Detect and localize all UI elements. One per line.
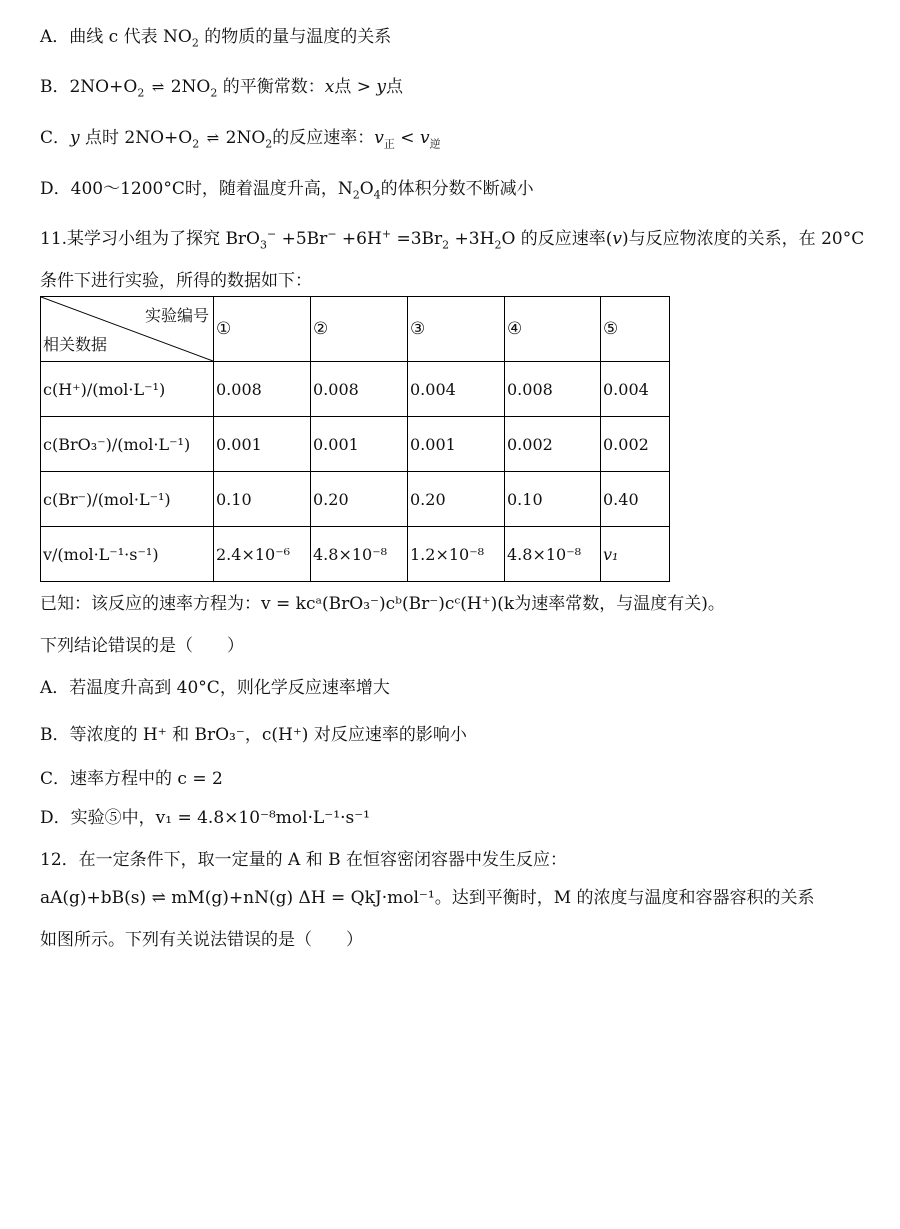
table-cell: 0.004 — [408, 362, 505, 417]
equilibrium-arrow-icon: ⇌ — [206, 129, 219, 147]
column-header: ⑤ — [601, 297, 670, 362]
table-row — [41, 472, 670, 527]
table-header-row — [41, 297, 670, 362]
table-cell: 0.008 — [311, 362, 408, 417]
equilibrium-arrow-icon: ⇌ — [151, 78, 164, 96]
option-a-prev: A．曲线 c 代表 $NO_2$ 的物质的量与温度的关系 — [40, 27, 392, 50]
row-label: c(H⁺)/(mol·L⁻¹) — [41, 362, 214, 417]
table-cell: 0.10 — [214, 472, 311, 527]
table-row — [41, 417, 670, 472]
q11-option-b: B．等浓度的 H⁺ 和 BrO₃⁻，c(H⁺) 对反应速率的影响小 — [40, 725, 467, 745]
table-cell: 0.008 — [505, 362, 601, 417]
q11-rate-equation: 已知：该反应的速率方程为：v = kcᵃ(BrO₃⁻)cᵇ(Br⁻)cᶜ(H⁺)(k为速率常数，与温度有关)。 — [40, 594, 725, 614]
column-header: ② — [311, 297, 408, 362]
table-cell: 0.20 — [408, 472, 505, 527]
corner-label-data: 相关数据 — [43, 335, 108, 354]
row-label: c(Br⁻)/(mol·L⁻¹) — [41, 472, 214, 527]
table-cell: v₁ — [601, 527, 670, 582]
column-header: ① — [214, 297, 311, 362]
q12-stem-line1: 12．在一定条件下，取一定量的 A 和 B 在恒容密闭容器中发生反应： — [40, 850, 568, 870]
option-c-prev: C．y 点时 $2NO+O_2$ ⇌ $2NO_2$的反应速率：$v_正 < v_逆$ — [40, 128, 441, 151]
table-cell: 0.001 — [311, 417, 408, 472]
table-cell: 0.004 — [601, 362, 670, 417]
q11-question: 下列结论错误的是（ ） — [40, 636, 244, 656]
corner-label-experiment: 实验编号 — [144, 306, 209, 325]
q12-stem-line2: aA(g)+bB(s) ⇌ mM(g)+nN(g) ΔH = QkJ·mol⁻¹。达到平衡时，M 的浓度与温度和容器容积的关系 — [40, 888, 815, 908]
table-cell: 0.10 — [505, 472, 601, 527]
table-cell: 4.8×10⁻⁸ — [311, 527, 408, 582]
table-cell: 1.2×10⁻⁸ — [408, 527, 505, 582]
q11-stem-line1: 11.某学习小组为了探究 $BrO_3^- +5Br^- +6H^+ =3Br_2 +3H_2O$ 的反应速率(v)与反应物浓度的关系，在 20°C — [40, 227, 865, 252]
table-cell: 0.001 — [408, 417, 505, 472]
column-header: ③ — [408, 297, 505, 362]
column-header: ④ — [505, 297, 601, 362]
table-corner-cell — [41, 297, 214, 362]
option-d-prev: D．400～1200°C时，随着温度升高，$N_2O_4$的体积分数不断减小 — [40, 179, 534, 202]
q11-option-c: C．速率方程中的 c = 2 — [40, 769, 223, 789]
experiment-data-table — [40, 296, 670, 582]
table-cell: 0.002 — [601, 417, 670, 472]
option-b-prev: B．$2NO+O_2$ ⇌ $2NO_2$ 的平衡常数：x点 > y点 — [40, 77, 404, 100]
table-cell: 0.002 — [505, 417, 601, 472]
q12-stem-line3: 如图所示。下列有关说法错误的是（ ） — [40, 930, 363, 950]
q11-option-d: D．实验⑤中，v₁ = 4.8×10⁻⁸mol·L⁻¹·s⁻¹ — [40, 808, 370, 828]
table-cell: 0.008 — [214, 362, 311, 417]
q11-stem-line2: 条件下进行实验，所得的数据如下： — [40, 271, 312, 291]
table-cell: 0.001 — [214, 417, 311, 472]
q11-option-a: A．若温度升高到 40°C，则化学反应速率增大 — [40, 678, 390, 698]
table-row — [41, 362, 670, 417]
table-cell: 0.20 — [311, 472, 408, 527]
table-cell: 2.4×10⁻⁶ — [214, 527, 311, 582]
row-label: c(BrO₃⁻)/(mol·L⁻¹) — [41, 417, 214, 472]
row-label: v/(mol·L⁻¹·s⁻¹) — [41, 527, 214, 582]
table-cell: 4.8×10⁻⁸ — [505, 527, 601, 582]
table-cell: 0.40 — [601, 472, 670, 527]
table-row — [41, 527, 670, 582]
